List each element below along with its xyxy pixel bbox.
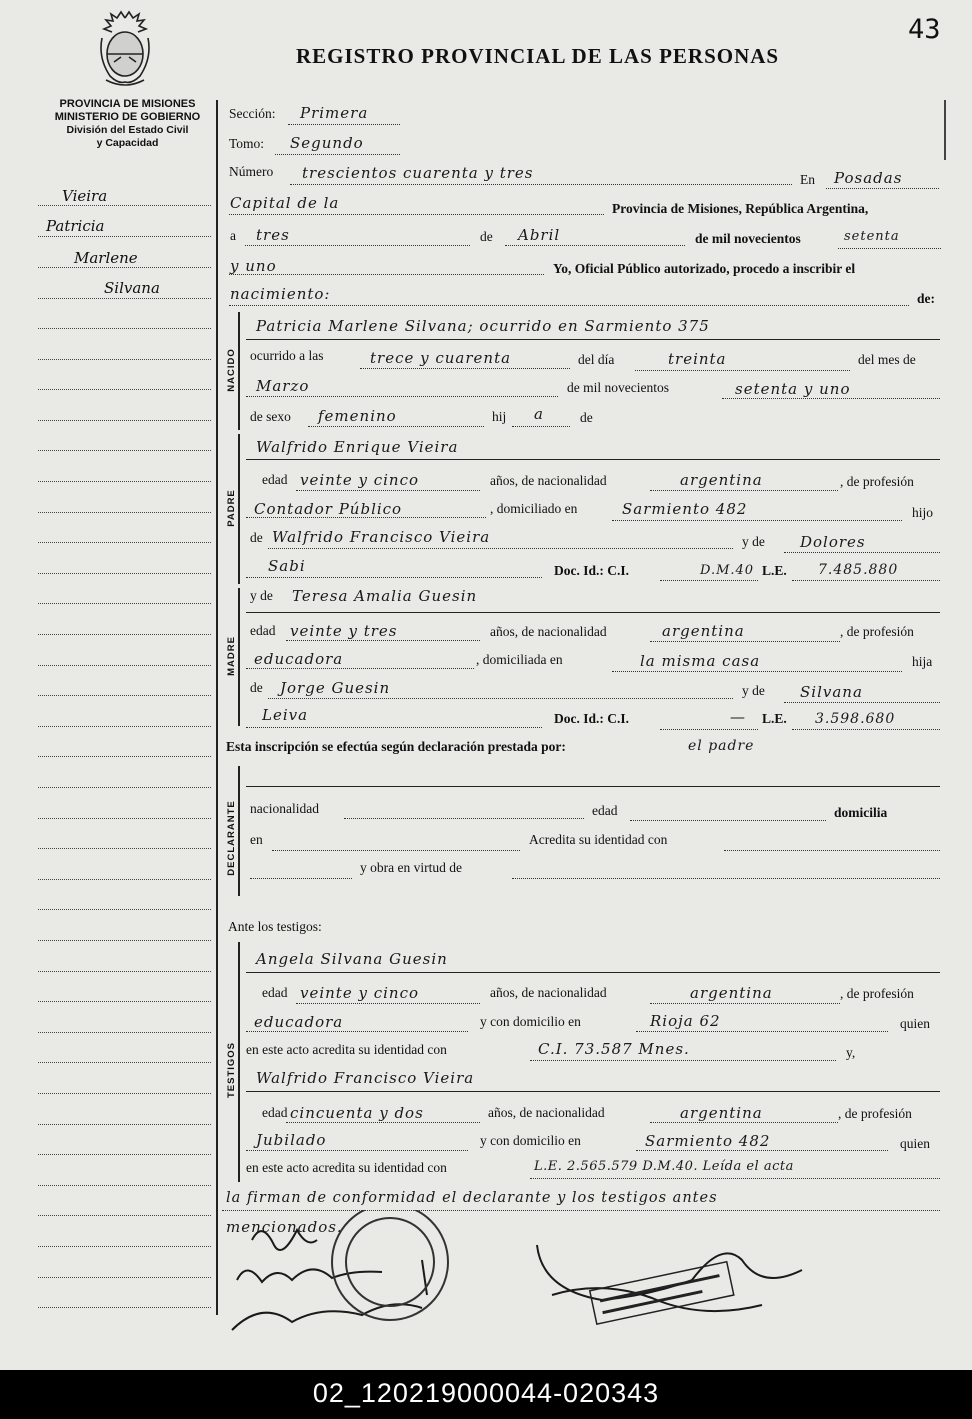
anio-nac-line	[722, 398, 940, 399]
hora-line	[360, 368, 570, 369]
testigo1-edad-label: edad	[262, 985, 288, 1000]
capital-value: Capital de la	[230, 194, 340, 212]
testigo1-quien-label: quien	[900, 1016, 930, 1031]
acto-line	[229, 305, 909, 306]
testigo1-prof-label: , de profesión	[840, 986, 914, 1001]
testigo1-dom-line	[636, 1031, 888, 1032]
padre-nac-line	[650, 490, 838, 491]
signature-witness-2	[232, 1304, 422, 1330]
margin-ruled-line	[38, 1185, 211, 1186]
madre-le-label: L.E.	[762, 711, 787, 726]
margin-name-1: Patricia	[46, 217, 105, 235]
mes-nac-line	[246, 396, 558, 397]
authority-line-2: MINISTERIO DE GOBIERNO	[54, 111, 201, 123]
testigo1-dom: Rioja 62	[650, 1012, 721, 1030]
acto-value: nacimiento:	[230, 285, 331, 303]
margin-ruled-line	[38, 603, 211, 604]
madre-nac-label: años, de nacionalidad	[490, 624, 607, 639]
declarante-id-line	[724, 850, 940, 851]
dia-nac-value: treinta	[668, 350, 727, 368]
margin-ruled-line	[38, 1093, 211, 1094]
ocurrido-label: ocurrido a las	[250, 348, 324, 363]
declarante-extra-line	[250, 878, 352, 879]
numero-value: trescientos cuarenta y tres	[302, 164, 534, 182]
testigo1-nac: argentina	[690, 984, 773, 1002]
margin-ruled-line	[38, 1001, 211, 1002]
seccion-line	[288, 124, 400, 125]
margin-ruled-line	[38, 940, 211, 941]
signatures-and-stamps	[222, 1210, 942, 1360]
madre-edad: veinte y tres	[290, 622, 398, 640]
padre-ci: D.M.40	[700, 563, 755, 578]
authority-line-4: y Capacidad	[96, 137, 159, 149]
mes-line	[505, 245, 685, 246]
margin-ruled-line	[38, 756, 211, 757]
margin-ruled-line	[38, 1032, 211, 1033]
sexo-line	[308, 426, 484, 427]
hija-label: hija	[912, 654, 933, 669]
hora-value: trece y cuarenta	[370, 349, 512, 367]
testigo2-prof: Jubilado	[256, 1131, 327, 1149]
margin-name-2: Marlene	[74, 249, 138, 267]
margin-ruled-line	[38, 450, 211, 451]
capital-line	[229, 214, 604, 215]
padre-madre-1: Dolores	[800, 533, 866, 551]
padre-prof-label: , de profesión	[840, 474, 914, 489]
yo-oficial-label: Yo, Oficial Público autorizado, procedo a inscribir el	[553, 261, 856, 276]
de-sexo-label: de sexo	[250, 409, 291, 424]
inscripcion-label: Esta inscripción se efectúa según declaración prestada por:	[226, 739, 566, 754]
declarante-section-label: DECLARANTE	[226, 800, 237, 876]
madre-nombre: Teresa Amalia Guesin	[292, 587, 478, 605]
padre-y-de-label: y de	[742, 534, 765, 549]
padre-nombre: Walfrido Enrique Vieira	[256, 438, 459, 456]
madre-dom-label: , domiciliada en	[476, 652, 563, 667]
anio-value-1: setenta	[844, 229, 900, 244]
testigo2-prof-line	[246, 1150, 468, 1151]
testigo2-acredita-label: en este acto acredita su identidad con	[246, 1160, 447, 1175]
madre-madre2-line	[246, 727, 542, 728]
margin-ruled-line	[38, 573, 211, 574]
tomo-line	[275, 154, 400, 155]
madre-padre-line	[268, 698, 733, 699]
margin-ruled-line	[38, 695, 211, 696]
madre-edad-label: edad	[250, 623, 276, 638]
a-label: a	[230, 228, 236, 243]
testigo2-quien-label: quien	[900, 1136, 930, 1151]
margin-ruled-line	[38, 328, 211, 329]
de-mil-label: de mil novecientos	[695, 231, 801, 246]
edge-mark	[944, 100, 946, 160]
testigo2-nac-label: años, de nacionalidad	[488, 1105, 605, 1120]
padre-dom-label: , domiciliado en	[490, 501, 578, 516]
margin-ruled-line	[38, 1246, 211, 1247]
padre-padre-line	[268, 548, 733, 549]
signature-declarante	[252, 1230, 317, 1250]
margin-ruled-line	[38, 1062, 211, 1063]
padre-madre-line	[784, 552, 940, 553]
testigo2-line	[246, 1091, 940, 1092]
padre-le-label: L.E.	[762, 563, 787, 578]
margin-ruled-line	[38, 481, 211, 482]
margin-ruled-line	[38, 420, 211, 421]
madre-le: 3.598.680	[815, 711, 896, 727]
madre-nac: argentina	[662, 622, 745, 640]
de-label: de	[480, 229, 493, 244]
official-name-stamp	[590, 1262, 734, 1324]
margin-ruled-line	[38, 205, 211, 206]
testigo2-dom-line	[636, 1150, 888, 1151]
en-value: Posadas	[834, 169, 903, 187]
authority-line-3: División del Estado Civil	[66, 124, 189, 136]
dia-nac-line	[635, 370, 850, 371]
declarante-divider	[238, 766, 240, 896]
testigo2-id-line	[530, 1178, 940, 1179]
dia-value: tres	[256, 226, 290, 244]
closing-line-2: mencionados.	[226, 1218, 343, 1236]
testigo2-nac: argentina	[680, 1104, 763, 1122]
mes-nac-value: Marzo	[256, 377, 310, 395]
testigo1-edad: veinte y cinco	[300, 984, 420, 1002]
testigo2-edad-line	[286, 1122, 480, 1123]
padre-edad: veinte y cinco	[300, 471, 420, 489]
madre-madre-1: Silvana	[800, 683, 863, 701]
margin-ruled-line	[38, 818, 211, 819]
column-divider	[216, 100, 218, 1315]
madre-section-label: MADRE	[226, 636, 237, 676]
de-colon-label: de:	[917, 291, 935, 306]
testigo2-dom: Sarmiento 482	[645, 1132, 771, 1150]
madre-madre-2: Leiva	[262, 706, 309, 724]
padre-dom-line	[612, 520, 902, 521]
image-id-footer: 02_120219000044-020343	[0, 1370, 972, 1419]
padre-divider	[238, 434, 240, 584]
provincia-label: Provincia de Misiones, República Argentina,	[612, 201, 869, 216]
sexo-value: femenino	[318, 407, 397, 425]
testigos-section-label: TESTIGOS	[226, 1041, 237, 1099]
signature-official	[537, 1245, 802, 1300]
de-mil2-label: de mil novecientos	[567, 380, 669, 395]
madre-dom: la misma casa	[640, 652, 761, 670]
seccion-value: Primera	[300, 104, 369, 122]
testigo2-edad-label: edad	[262, 1105, 288, 1120]
declarante-nac-line	[344, 818, 584, 819]
del-dia-label: del día	[578, 352, 615, 367]
hij-label: hij	[492, 409, 507, 424]
padre-prof: Contador Público	[254, 500, 403, 518]
margin-ruled-line	[38, 787, 211, 788]
margin-ruled-line	[38, 542, 211, 543]
margin-ruled-line	[38, 971, 211, 972]
madre-prof-label: , de profesión	[840, 624, 914, 639]
margin-ruled-line	[38, 512, 211, 513]
issuing-authority	[40, 98, 215, 150]
madre-divider	[238, 588, 240, 726]
testigo1-acredita-label: en este acto acredita su identidad con	[246, 1042, 447, 1057]
madre-ci-line	[660, 729, 758, 730]
padre-prof-line	[246, 517, 486, 518]
closing-line-1: la firman de conformidad el declarante y los testigos antes	[226, 1190, 718, 1206]
y-comma-label: y,	[846, 1045, 856, 1060]
numero-label: Número	[229, 164, 274, 179]
margin-ruled-line	[38, 909, 211, 910]
y-obra-label: y obra en virtud de	[360, 860, 462, 875]
padre-le-line	[792, 580, 940, 581]
nacido-divider	[238, 312, 240, 430]
madre-y-de2-label: y de	[742, 683, 765, 698]
domicilia-label: domicilia	[834, 805, 888, 820]
tomo-label: Tomo:	[229, 136, 265, 151]
madre-y-de-label: y de	[250, 588, 273, 603]
madre-le-line	[792, 729, 940, 730]
edad2-label: edad	[592, 803, 618, 818]
margin-name-3: Silvana	[104, 279, 160, 297]
margin-ruled-line	[38, 665, 211, 666]
testigo1-edad-line	[296, 1003, 480, 1004]
padre-line	[246, 459, 940, 460]
padre-padre: Walfrido Francisco Vieira	[272, 528, 491, 546]
madre-prof: educadora	[254, 650, 344, 668]
madre-padre: Jorge Guesin	[280, 679, 391, 697]
testigo2-id: L.E. 2.565.579 D.M.40. Leída el acta	[534, 1159, 794, 1174]
signature-witness-1	[237, 1269, 382, 1282]
hij-value: a	[534, 405, 544, 423]
testigo2-prof-label: , de profesión	[838, 1106, 912, 1121]
testigo2-nombre: Walfrido Francisco Vieira	[256, 1069, 475, 1087]
madre-prof-line	[246, 668, 474, 669]
ante-testigos-label: Ante los testigos:	[228, 919, 322, 934]
page-title: REGISTRO PROVINCIAL DE LAS PERSONAS	[296, 44, 780, 68]
padre-ci-line	[660, 580, 758, 581]
official-seal-stamp	[332, 1210, 448, 1320]
testigos-divider	[238, 942, 240, 1182]
page-number: 43	[908, 14, 941, 45]
y-obra-line	[512, 878, 940, 879]
testigo1-nac-line	[650, 1003, 840, 1004]
testigo1-prof-line	[246, 1031, 468, 1032]
margin-ruled-line	[38, 1154, 211, 1155]
anio-value-2: y uno	[230, 257, 277, 275]
padre-edad-line	[296, 490, 480, 491]
margin-ruled-line	[38, 879, 211, 880]
acredita-label: Acredita su identidad con	[529, 832, 668, 847]
tomo-value: Segundo	[290, 134, 364, 152]
anio-nac-value: setenta y uno	[735, 380, 851, 398]
seccion-label: Sección:	[229, 106, 276, 121]
margin-ruled-line	[38, 298, 211, 299]
madre-line	[246, 612, 940, 613]
authority-line-1: PROVINCIA DE MISIONES	[59, 98, 196, 110]
padre-edad-label: edad	[262, 472, 288, 487]
madre-madre-line	[784, 702, 940, 703]
de-small-label: de	[580, 410, 593, 425]
padre-section-label: PADRE	[226, 489, 237, 527]
en-line	[826, 188, 939, 189]
numero-line	[290, 184, 792, 185]
margin-ruled-line	[38, 1307, 211, 1308]
margin-ruled-line	[38, 389, 211, 390]
madre-edad-line	[286, 640, 480, 641]
padre-doc-label: Doc. Id.: C.I.	[554, 563, 630, 578]
margin-ruled-line	[38, 359, 211, 360]
del-mes-label: del mes de	[858, 352, 916, 367]
padre-nac-label: años, de nacionalidad	[490, 473, 607, 488]
madre-dom-line	[612, 671, 902, 672]
margin-ruled-line	[38, 236, 211, 237]
testigo1-nombre: Angela Silvana Guesin	[256, 950, 448, 968]
testigo2-edad: cincuenta y dos	[290, 1104, 424, 1122]
hij-line	[512, 426, 570, 427]
testigo2-nac-line	[650, 1122, 838, 1123]
madre-nac-line	[650, 641, 840, 642]
coat-of-arms-emblem	[96, 10, 154, 88]
margin-ruled-line	[38, 267, 211, 268]
testigo1-dom-label: y con domicilio en	[480, 1014, 581, 1029]
padre-nac: argentina	[680, 471, 763, 489]
nacido-nombre: Patricia Marlene Silvana; ocurrido en Sarmiento 375	[256, 317, 710, 335]
padre-de-label: de	[250, 530, 263, 545]
testigo1-id-line	[530, 1060, 836, 1061]
nacionalidad-label: nacionalidad	[250, 801, 319, 816]
padre-dom: Sarmiento 482	[622, 500, 748, 518]
nacido-line	[246, 339, 940, 340]
margin-surname: Vieira	[62, 187, 108, 205]
anio-line	[838, 248, 941, 249]
testigo1-line	[246, 972, 940, 973]
declarante-edad-line	[630, 820, 826, 821]
nacido-section-label: NACIDO	[226, 348, 237, 392]
margin-ruled-line	[38, 1215, 211, 1216]
testigo1-prof: educadora	[254, 1013, 344, 1031]
testigo2-dom-label: y con domicilio en	[480, 1133, 581, 1148]
testigo1-id: C.I. 73.587 Mnes.	[538, 1040, 690, 1058]
margin-ruled-line	[38, 1124, 211, 1125]
margin-ruled-line	[38, 634, 211, 635]
margin-ruled-line	[38, 848, 211, 849]
madre-de-label: de	[250, 680, 263, 695]
testigo1-nac-label: años, de nacionalidad	[490, 985, 607, 1000]
mes-value: Abril	[518, 226, 561, 244]
padre-madre2-line	[246, 577, 542, 578]
margin-ruled-line	[38, 1277, 211, 1278]
margin-ruled-line	[38, 726, 211, 727]
madre-doc-label: Doc. Id.: C.I.	[554, 711, 630, 726]
anio2-line	[229, 274, 544, 275]
en2-label: en	[250, 832, 263, 847]
padre-madre-2: Sabi	[268, 557, 306, 575]
declarante-value: el padre	[688, 738, 755, 754]
declarante-line	[246, 786, 940, 787]
madre-ci: —	[730, 708, 746, 726]
hijo-label: hijo	[912, 505, 934, 520]
declarante-dom-line	[272, 850, 520, 851]
en-label: En	[800, 172, 815, 187]
dia-line	[245, 245, 470, 246]
padre-le: 7.485.880	[818, 562, 899, 578]
